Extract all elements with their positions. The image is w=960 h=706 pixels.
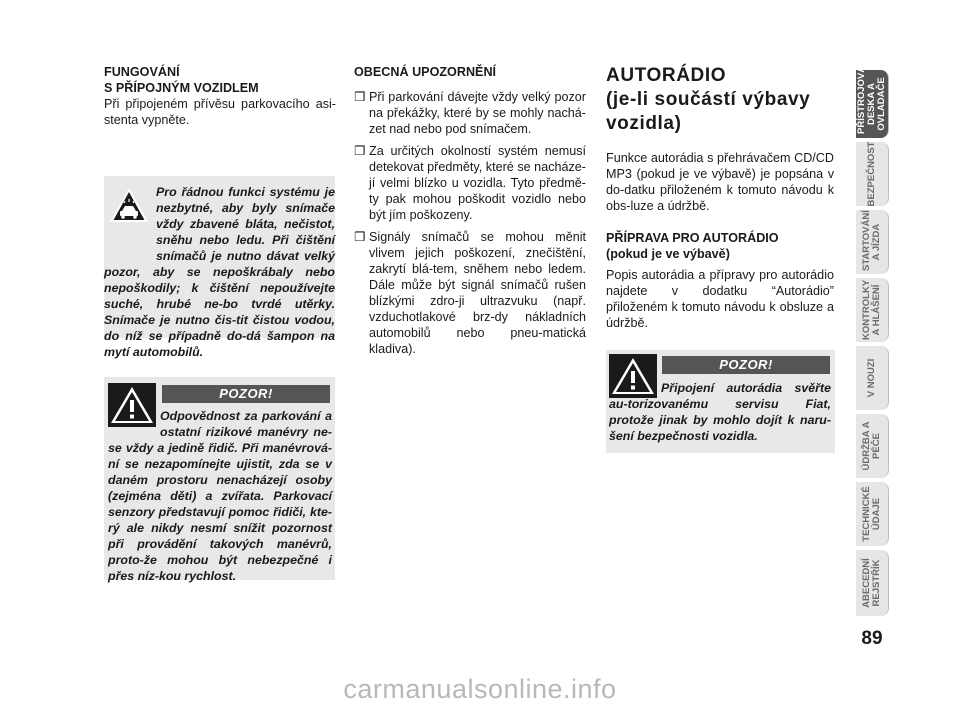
tab-emergency[interactable] (856, 346, 889, 410)
tab-label: V NOUZI (866, 358, 877, 398)
warning-label: POZOR! (662, 356, 830, 374)
column-3 (606, 64, 834, 331)
tab-starting-driving[interactable] (856, 210, 889, 274)
prep-heading-line1: PŘÍPRAVA PRO AUTORÁDIO (606, 231, 779, 245)
sensor-care-text-wrap (104, 184, 335, 360)
tab-safety[interactable] (856, 142, 889, 206)
parking-warning-text: Odpovědnost za parkování a ostatní rizikové manévry ne-se vždy a jedině řidič. Při manévrová-ní se nezapomínejte ujistit, zda se v daném prostoru nenacházejí osoby (zejména děti) a zvířata. Parkovací senzory představují pomoc řidiči, kte-rý ale nikdy nesmí snížit pozornost při provádění takových manévrů, proto-že mohou být nebezpečné i přes níz-kou rychlost. (108, 409, 332, 583)
sensor-care-text: Pro řádnou funkci systému je nezbytné, aby byly snímače vždy zbavené bláta, nečistot, sněhu nebo ledu. Při čištění snímačů je nutno dávat velký pozor, aby se nepoškrábaly nebo nepoškodily; k čištění nepoužívejte suché, hrubé ne-bo tvrdé utěrky. Snímače je nutno čis-tit čistou vodou, do níž se případně do-dá šampon na mytí automobilů. (104, 185, 335, 359)
tab-label: TECHNICKÉ ÚDAJE (861, 486, 882, 542)
prep-heading-line2: (pokud je ve výbavě) (606, 247, 730, 261)
general-warnings-heading: OBECNÁ UPOZORNĚNÍ (354, 65, 497, 79)
section-heading-line2: S PŘÍPOJNÝM VOZIDLEM (104, 81, 259, 95)
tab-label: ABECEDNÍ REJSTŘÍK (861, 558, 882, 608)
tab-label: ÚDRŽBA A PÉČE (861, 421, 882, 471)
radio-paragraph: Funkce autorádia s přehrávačem CD/CD MP3 (pokud je ve výbavě) je popsána v do-datku přiloženém k tomuto návodu k obs-luze a údržbě. (606, 151, 834, 213)
tab-label: PŘÍSTROJOVÁ DESKA A OVLADAČE (856, 65, 887, 134)
parking-warning-text-wrap (108, 408, 332, 584)
tab-label: STARTOVÁNÍ A JÍZDA (861, 210, 882, 271)
page-title-line3: vozidla) (606, 113, 682, 134)
list-item: ❒ Za určitých okolností systém nemusí detekovat předměty, které se nacháze-jí velmi blízko u vozidla. Tyto předmě-ty pak mohou poškodit vozidlo nebo být jím poškozeny. (354, 144, 586, 222)
tab-instrument-panel[interactable] (856, 65, 889, 138)
radio-warning-text: Připojení autorádia svěřte au-torizovanému servisu Fiat, protože jinak by mohlo dojít k naru-šení bezpečnosti vozidla. (609, 381, 831, 443)
column-2 (354, 64, 586, 363)
trailer-paragraph: Při připojeném přívěsu parkovacího asi-stenta vypněte. (104, 97, 336, 127)
radio-warning-text-wrap (609, 380, 831, 444)
page-title-line2: (je-li součástí výbavy (606, 89, 811, 110)
page-title-line1: AUTORÁDIO (606, 65, 727, 86)
tab-warning-lights[interactable] (856, 278, 889, 342)
list-item: ❒ Při parkování dávejte vždy velký pozor na překážky, které by se mohly nachá-zet nad nebo pod snímačem. (354, 90, 586, 136)
list-item: ❒ Signály snímačů se mohou měnit vlivem jejich poškození, znečištění, zakrytí blá-tem, sněhem nebo ledem. Dále může být signál snímačů rušen blízkými zdro-ji ultrazvuku (např. vzduchotlakové brz-dy nákladních automobilů nebo pneu-matická kladiva). (354, 230, 586, 356)
tab-label: KONTROLKY A HLÁŠENÍ (861, 279, 882, 340)
prep-paragraph: Popis autorádia a přípravy pro autorádio najdete v dodatku “Autorádio” přiloženém k tomuto návodu k obsluze a údržbě. (606, 268, 834, 330)
tab-label: BEZPEČNOST (866, 141, 877, 207)
checkbox-bullet-icon: ❒ (354, 230, 366, 244)
section-heading-line1: FUNGOVÁNÍ (104, 65, 180, 79)
column-1 (104, 64, 336, 128)
watermark-text: carmanualsonline.info (343, 674, 617, 704)
checkbox-bullet-icon: ❒ (354, 144, 366, 158)
tab-index[interactable] (856, 550, 889, 616)
checkbox-bullet-icon: ❒ (354, 90, 366, 104)
warning-label: POZOR! (162, 385, 330, 403)
tab-maintenance[interactable] (856, 414, 889, 478)
page-number: 89 (861, 628, 883, 649)
tab-technical-data[interactable] (856, 482, 889, 546)
